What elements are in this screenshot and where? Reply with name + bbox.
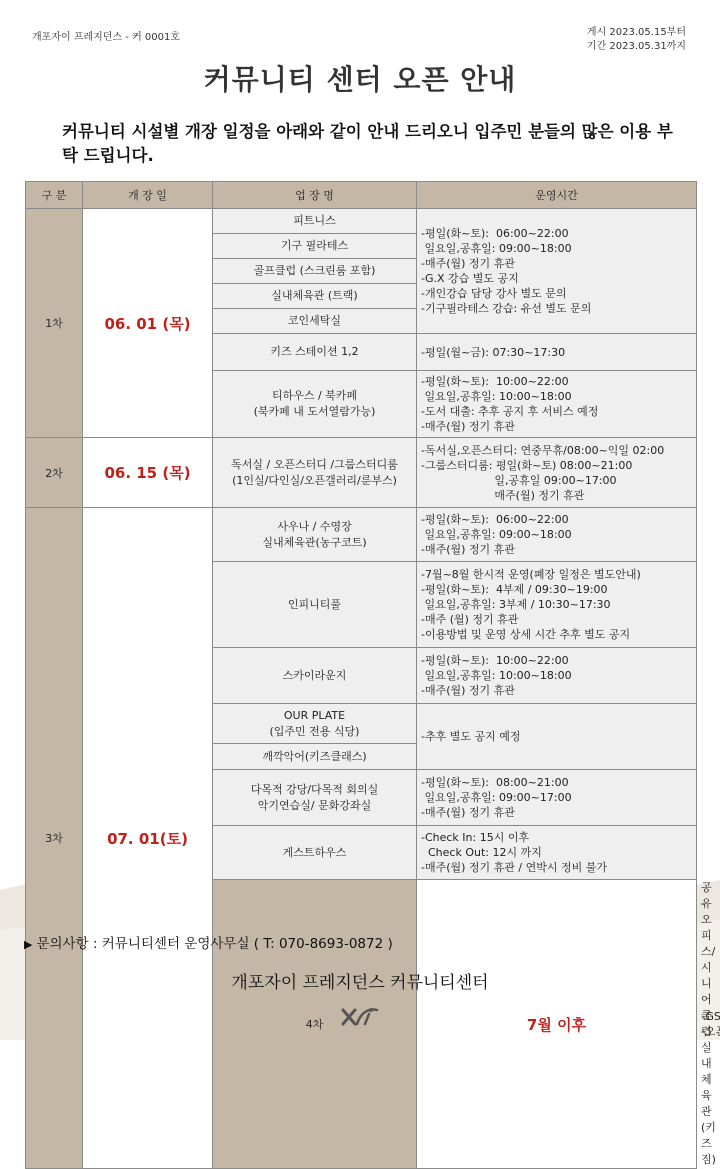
table-row: 4차 7월 이후 실내체육관(키즈짐) <box>26 880 697 1169</box>
open-date-cell: 07. 01(토) <box>83 508 213 1169</box>
facility-line: 악기연습실/ 문화강좌실 <box>257 798 372 812</box>
posting-date: 게시 2023.05.15부터 <box>586 27 686 38</box>
contact-info <box>24 932 393 952</box>
posting-info <box>587 26 686 54</box>
facility-cell: 스카이라운지 <box>213 648 417 704</box>
facility-cell: 피트니스 <box>213 209 417 234</box>
hours-cell: -평일(화~토): 06:00~22:00 일요일,공휴일: 09:00~18:00 -매주(월) 정기 휴관 -G.X 강습 별도 공지 -개인강습 담당 강사 별도 문의 -기구필라테스 강습: 유선 별도 문의 <box>417 209 697 334</box>
header-open-date: 개 장 일 <box>83 182 213 209</box>
phase-cell: 2차 <box>26 438 83 508</box>
table-row <box>26 209 697 234</box>
facility-cell <box>213 770 417 826</box>
header-phase: 구 분 <box>26 182 83 209</box>
open-date-cell: 7월 이후 <box>417 880 697 1169</box>
facility-line: OUR PLATE <box>283 708 346 722</box>
hours-cell: -평일(월~금): 07:30~17:30 <box>417 334 697 371</box>
header-hours: 운영시간 <box>417 182 697 209</box>
phase-cell: 1차 <box>26 209 83 438</box>
facility-line: (북카페 내 도서열람가능) <box>253 405 376 418</box>
open-date-cell: 06. 15 (목) <box>83 438 213 508</box>
facility-cell <box>213 438 417 508</box>
facility-cell: 기구 필라테스 <box>213 234 417 259</box>
facility-cell <box>213 704 417 744</box>
hours-cell: -추후 별도 공지 예정 <box>417 704 697 770</box>
hours-cell: -Check In: 15시 이후 Check Out: 12시 까지 -매주(월) 정기 휴관 / 연박시 정비 불가 <box>417 826 697 880</box>
facility-cell: 게스트하우스 <box>213 826 417 880</box>
xi-logo-icon <box>339 1004 381 1030</box>
hours-cell: -평일(화~토): 10:00~22:00 일요일,공휴일: 10:00~18:00 -매주(월) 정기 휴관 <box>417 648 697 704</box>
notice-id: 개포자이 프레지던스 - 커 0001호 <box>32 32 181 43</box>
hours-cell: -독서실,오픈스터디: 연중무휴/08:00~익일 02:00 -그룹스터디룸: 평일(화~토) 08:00~21:00 일,공휴일 09:00~17:00 매주(월) 정기 휴관 <box>417 438 697 508</box>
open-date-cell: 06. 01 (목) <box>83 209 213 438</box>
facility-line: 다목적 강당/다목적 회의실 <box>250 782 379 796</box>
hours-cell: -평일(화~토): 10:00~22:00 일요일,공휴일: 10:00~18:00 -도서 대출: 추후 공지 후 서비스 예정 -매주(월) 정기 휴관 <box>417 371 697 438</box>
facility-line: (입주민 전용 식당) <box>269 724 360 738</box>
hours-cell: -7월~8월 한시적 운영(폐장 일정은 별도안내) -평일(화~토): 4부제 / 09:30~19:00 일요일,공휴일: 3부제 / 10:30~17:30 -매주 (월) 정기 휴관 -이용방법 및 운영 상세 시간 추후 별도 공지 <box>417 562 697 648</box>
table-row <box>26 438 697 508</box>
phase-cell: 3차 <box>26 508 83 1169</box>
intro-text: 커뮤니티 시설별 개장 일정을 아래와 같이 안내 드리오니 입주민 분들의 많은 이용 부탁 드립니다. <box>62 122 673 165</box>
header-facility: 업 장 명 <box>213 182 417 209</box>
phase-cell: 4차 <box>213 880 417 1169</box>
facility-cell <box>213 508 417 562</box>
posting-period: 기간 2023.05.31까지 <box>586 41 686 52</box>
facility-line: 독서실 / 오픈스터디 /그룹스터디룸 <box>231 457 398 471</box>
facility-cell: 키즈 스테이션 1,2 <box>213 334 417 371</box>
hours-cell: -평일(화~토): 06:00~22:00 일요일,공휴일: 09:00~18:00 -매주(월) 정기 휴관 <box>417 508 697 562</box>
page-title: 커뮤니티 센터 오픈 안내 <box>203 63 517 96</box>
facility-line: 사우나 / 수영장 <box>277 519 352 533</box>
contact-text: 문의사항 : 커뮤니티센터 운영사무실 ( T: 070-8693-0872 ) <box>36 936 393 952</box>
facility-cell: 깨깍악어(키즈클래스) <box>213 744 417 770</box>
facility-cell: 코인세탁실 <box>213 309 417 334</box>
facility-cell: 인피니티풀 <box>213 562 417 648</box>
facility-line: (1인실/다인실/오픈갤러리/룬부스) <box>232 473 397 487</box>
hours-cell: -평일(화~토): 08:00~21:00 일요일,공휴일: 09:00~17:00 -매주(월) 정기 휴관 <box>417 770 697 826</box>
facility-cell: 실내체육관 (트랙) <box>213 284 417 309</box>
facility-cell: 골프클럽 (스크린룸 포함) <box>213 259 417 284</box>
facility-cell <box>213 371 417 438</box>
footer-title: 개포자이 프레지던스 커뮤니티센터 <box>231 973 489 993</box>
table-header-row <box>26 182 697 209</box>
facility-line: 티하우스 / 북카페 <box>271 389 358 402</box>
table-row <box>26 508 697 562</box>
triangle-right-icon: ▶ <box>24 938 33 951</box>
facility-line: 실내체육관(농구코트) <box>262 535 367 549</box>
